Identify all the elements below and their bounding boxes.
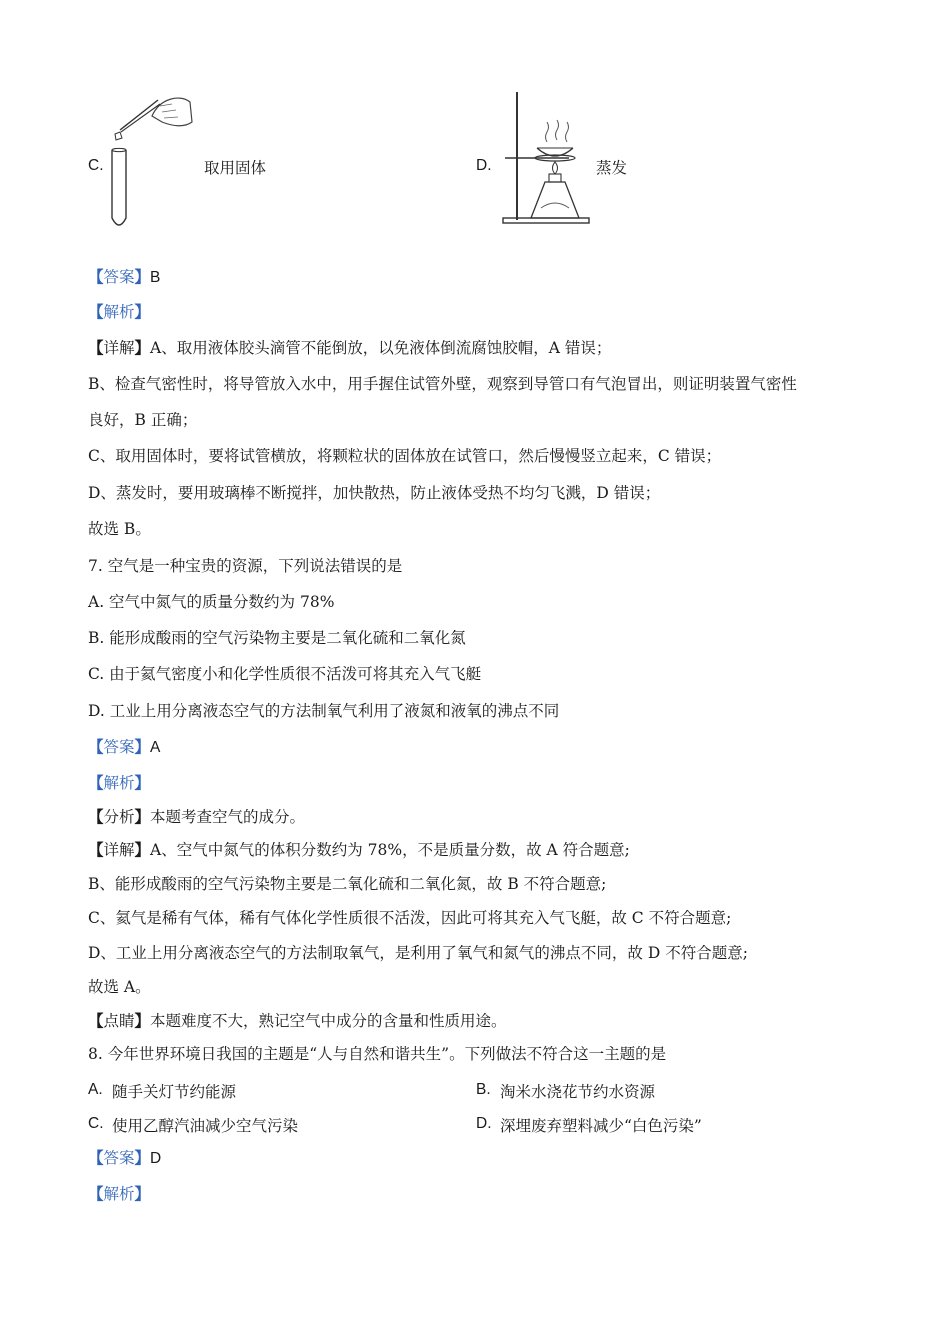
- q7-option-c: C. 由于氦气密度小和化学性质很不活泼可将其充入气飞艇: [88, 665, 482, 683]
- q8-option-d-text: 深埋废弃塑料减少“白色污染”: [500, 1117, 702, 1135]
- q6-analysis-heading: 【解析】: [88, 302, 151, 321]
- take-solid-illustration: [100, 92, 210, 232]
- q8-answer-value: D: [150, 1150, 162, 1167]
- q8-answer-label: 答案: [103, 1149, 135, 1167]
- q7-detail-d: D、工业上用分离液态空气的方法制取氧气，是利用了氧气和氮气的沸点不同，故 D 不符合题意;: [88, 944, 748, 962]
- q7-tip: 【点睛】本题难度不大，熟记空气中成分的含量和性质用途。: [88, 1011, 507, 1030]
- q7-detail-a: 【详解】A、空气中氮气的体积分数约为 78%，不是质量分数，故 A 符合题意;: [88, 840, 630, 859]
- figure-d-caption: 蒸发: [596, 159, 628, 177]
- q7-conclusion: 故选 A。: [88, 978, 151, 996]
- q8-option-b-text: 淘米水浇花节约水资源: [500, 1083, 656, 1101]
- evaporation-illustration: [497, 90, 607, 230]
- q6-answer-value: B: [150, 269, 161, 286]
- q8-stem: 8. 今年世界环境日我国的主题是“人与自然和谐共生”。下列做法不符合这一主题的是: [88, 1045, 667, 1063]
- q8-answer: 【答案】D: [88, 1148, 162, 1167]
- q7-stem: 7. 空气是一种宝贵的资源，下列说法错误的是: [88, 557, 403, 575]
- q7-answer-value: A: [150, 739, 161, 756]
- q7-answer-label: 答案: [103, 738, 135, 756]
- q6-detail-a: 【详解】A、取用液体胶头滴管不能倒放，以免液体倒流腐蚀胶帽，A 错误；: [88, 338, 612, 357]
- q7-detail-b: B、能形成酸雨的空气污染物主要是二氧化硫和二氧化氮，故 B 不符合题意;: [88, 875, 607, 893]
- q7-option-b: B. 能形成酸雨的空气污染物主要是二氧化硫和二氧化氮: [88, 629, 466, 647]
- q7-analyze: 【分析】本题考查空气的成分。: [88, 807, 306, 826]
- q6-answer-label: 答案: [103, 268, 135, 286]
- q6-detail-b1: B、检查气密性时，将导管放入水中，用手握住试管外壁，观察到导管口有气泡冒出，则证明装置气密性: [88, 375, 797, 393]
- q8-option-a-text: 随手关灯节约能源: [112, 1083, 237, 1101]
- q7-option-a: A. 空气中氮气的质量分数约为 78%: [88, 593, 335, 611]
- q8-option-a-letter: A.: [88, 1081, 103, 1098]
- figure-d-letter: D.: [476, 157, 492, 174]
- q8-option-c-text: 使用乙醇汽油减少空气污染: [112, 1117, 299, 1135]
- figure-c-caption: 取用固体: [204, 159, 267, 177]
- q8-option-d-letter: D.: [476, 1115, 492, 1132]
- q8-option-b-letter: B.: [476, 1081, 491, 1098]
- q8-analysis-heading: 【解析】: [88, 1184, 151, 1203]
- q6-detail-b2: 良好，B 正确；: [88, 411, 198, 429]
- figure-c-letter: C.: [88, 157, 104, 174]
- q7-answer: 【答案】A: [88, 737, 161, 756]
- q6-answer: 【答案】B: [88, 267, 161, 286]
- q6-detail-d: D、蒸发时，要用玻璃棒不断搅拌，加快散热，防止液体受热不均匀飞溅，D 错误；: [88, 484, 661, 502]
- q8-option-c-letter: C.: [88, 1115, 104, 1132]
- q7-detail-c: C、氦气是稀有气体，稀有气体化学性质很不活泼，因此可将其充入气飞艇，故 C 不符合题意;: [88, 909, 732, 927]
- q7-analysis-heading: 【解析】: [88, 773, 151, 792]
- q6-detail-c: C、取用固体时，要将试管横放，将颗粒状的固体放在试管口，然后慢慢竖立起来，C 错误；: [88, 447, 722, 465]
- q6-conclusion: 故选 B。: [88, 520, 151, 538]
- q7-option-d: D. 工业上用分离液态空气的方法制氧气利用了液氮和液氧的沸点不同: [88, 702, 560, 720]
